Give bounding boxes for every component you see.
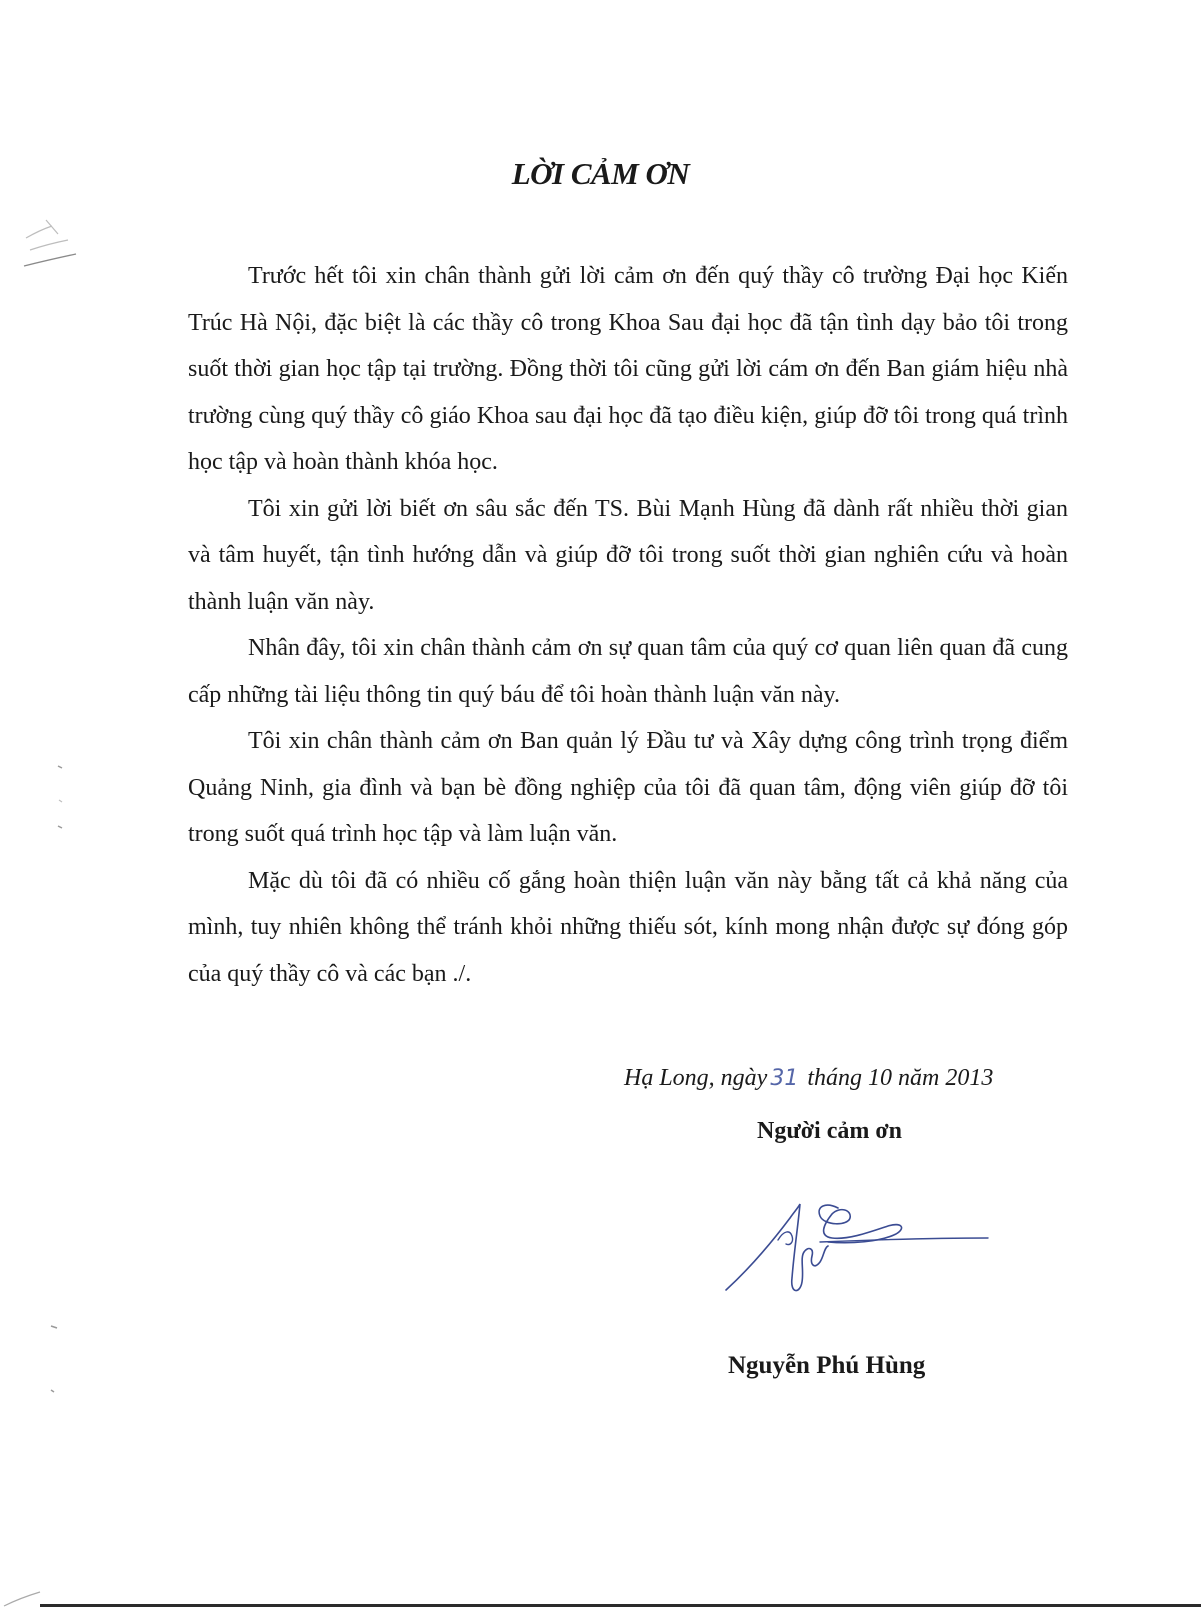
date-line <box>624 1065 993 1092</box>
page-title: LỜI CẢM ƠN <box>511 156 690 191</box>
paragraph: Trước hết tôi xin chân thành gửi lời cảm ơn đến quý thầy cô trường Đại học Kiến Trúc Hà Nội, đặc biệt là các thầy cô trong Khoa Sau đại học đã tận tình dạy bảo tôi trong suốt thời gian học tập tại trường. Đồng thời tôi cũng gửi lời cám ơn đến Ban giám hiệu nhà trường cùng quý thầy cô giáo Khoa sau đại học đã tạo điều kiện, giúp đỡ tôi trong quá trình học tập và hoàn thành khóa học. <box>188 263 1068 475</box>
paragraph: Mặc dù tôi đã có nhiều cố gắng hoàn thiện luận văn này bằng tất cả khả năng của mình, tuy nhiên không thể tránh khỏi những thiếu sót, kính mong nhận được sự đóng góp của quý thầy cô và các bạn ./. <box>188 867 1068 987</box>
paragraph: Nhân đây, tôi xin chân thành cảm ơn sự quan tâm của quý cơ quan liên quan đã cung cấp những tài liệu thông tin quý báu để tôi hoàn thành luận văn này. <box>188 635 1068 708</box>
date-place: Hạ Long, ngày <box>624 1065 768 1091</box>
acknowledgement-body <box>188 253 1068 997</box>
handwritten-signature <box>720 1196 1020 1306</box>
scan-artifact-dots-lower <box>45 1320 65 1400</box>
date-year-label: năm <box>898 1065 940 1091</box>
scan-artifact-mark <box>18 200 78 280</box>
signer-name: Nguyễn Phú Hùng <box>728 1352 926 1379</box>
date-month-label: tháng <box>807 1065 863 1091</box>
date-month: 10 <box>868 1065 893 1091</box>
signer-label: Người cảm ơn <box>757 1118 902 1144</box>
date-day-handwritten: 31 <box>770 1066 799 1091</box>
scan-artifact-dots <box>50 760 70 840</box>
paragraph: Tôi xin gửi lời biết ơn sâu sắc đến TS. Bùi Mạnh Hùng đã dành rất nhiều thời gian và tâm huyết, tận tình hướng dẫn và giúp đỡ tôi trong suốt thời gian nghiên cứu và hoàn thành luận văn này. <box>188 495 1068 615</box>
paragraph: Tôi xin chân thành cảm ơn Ban quản lý Đầu tư và Xây dựng công trình trọng điểm Quảng Ninh, gia đình và bạn bè đồng nghiệp của tôi đã quan tâm, động viên giúp đỡ tôi trong suốt quá trình học tập và làm luận văn. <box>188 728 1068 847</box>
date-year: 2013 <box>945 1065 994 1091</box>
scan-bottom-edge <box>40 1604 1201 1607</box>
